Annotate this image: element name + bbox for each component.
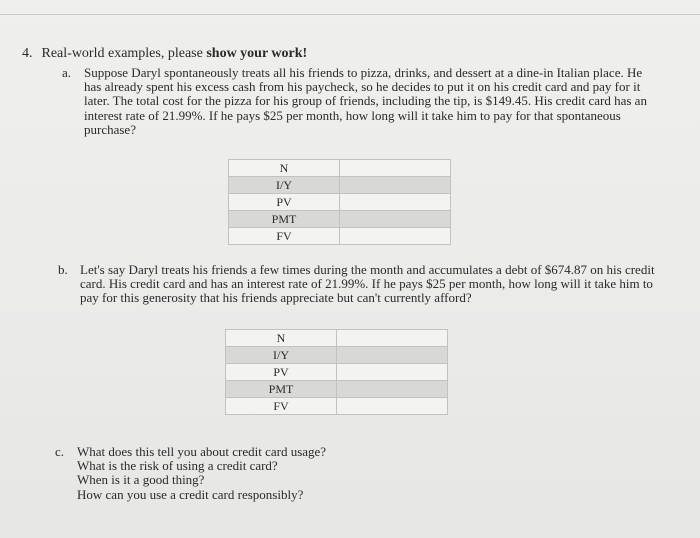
part-c-marker: c. bbox=[55, 444, 65, 459]
tvm-label-n: N bbox=[226, 330, 337, 347]
tvm-label-iy: I/Y bbox=[226, 347, 337, 364]
table-row bbox=[229, 160, 451, 177]
tvm-value-n[interactable] bbox=[337, 330, 448, 347]
question-intro: Real-world examples, please bbox=[41, 46, 207, 61]
tvm-value-n[interactable] bbox=[340, 160, 451, 177]
tvm-value-pmt[interactable] bbox=[340, 211, 451, 228]
part-b-text: Let's say Daryl treats his friends a few times during the month and accumulates a debt of $674.87 on his credit card. His credit card and has an interest rate of 21.99%. If he pays $25 per month, how long will it take him to pay for this generosity that his friends appreciate but can't currently afford? bbox=[80, 262, 655, 306]
tvm-value-fv[interactable] bbox=[337, 398, 448, 415]
tvm-label-pv: PV bbox=[229, 194, 340, 211]
part-c-line: When is it a good thing? bbox=[77, 472, 205, 488]
tvm-value-pv[interactable] bbox=[337, 364, 448, 381]
question-heading bbox=[22, 46, 307, 62]
table-row bbox=[229, 211, 451, 228]
tvm-label-fv: FV bbox=[229, 228, 340, 245]
table-row bbox=[226, 330, 448, 347]
tvm-value-fv[interactable] bbox=[340, 228, 451, 245]
tvm-value-pmt[interactable] bbox=[337, 381, 448, 398]
tvm-table-b bbox=[225, 329, 448, 415]
part-c-line: What does this tell you about credit card usage? bbox=[77, 444, 327, 459]
top-divider bbox=[0, 14, 700, 15]
table-row bbox=[229, 177, 451, 194]
tvm-label-iy: I/Y bbox=[229, 177, 340, 194]
table-row bbox=[226, 398, 448, 415]
table-row bbox=[226, 364, 448, 381]
tvm-label-fv: FV bbox=[226, 398, 337, 415]
table-row bbox=[229, 194, 451, 211]
tvm-value-iy[interactable] bbox=[340, 177, 451, 194]
table-row bbox=[226, 381, 448, 398]
tvm-value-pv[interactable] bbox=[340, 194, 451, 211]
part-b-marker: b. bbox=[58, 262, 68, 277]
table-row bbox=[226, 347, 448, 364]
table-row bbox=[229, 228, 451, 245]
tvm-label-n: N bbox=[229, 160, 340, 177]
question-number: 4. bbox=[22, 46, 33, 61]
part-c-text bbox=[77, 445, 455, 502]
question-emphasis: show your work! bbox=[206, 46, 308, 61]
part-a-text: Suppose Daryl spontaneously treats all his friends to pizza, drinks, and dessert at a dine-in Italian place. He has already spent his excess cash from his paycheck, so he decides to put it on his credit card and pay for it later. The total cost for the pizza for his group of friends, including the tip, is $149.45. His credit card has an interest rate of 21.99%. If he pays $25 per month, how long will it take him to pay for that spontaneous purchase? bbox=[84, 65, 647, 137]
tvm-label-pmt: PMT bbox=[226, 381, 337, 398]
part-b bbox=[58, 263, 663, 306]
tvm-label-pmt: PMT bbox=[229, 211, 340, 228]
part-c-line: What is the risk of using a credit card? bbox=[77, 458, 278, 474]
part-c bbox=[55, 445, 455, 502]
part-c-line: How can you use a credit card responsibly? bbox=[77, 486, 304, 502]
part-a-marker: a. bbox=[62, 65, 72, 80]
tvm-table-a bbox=[228, 159, 451, 245]
tvm-value-iy[interactable] bbox=[337, 347, 448, 364]
part-a bbox=[62, 66, 662, 137]
tvm-label-pv: PV bbox=[226, 364, 337, 381]
